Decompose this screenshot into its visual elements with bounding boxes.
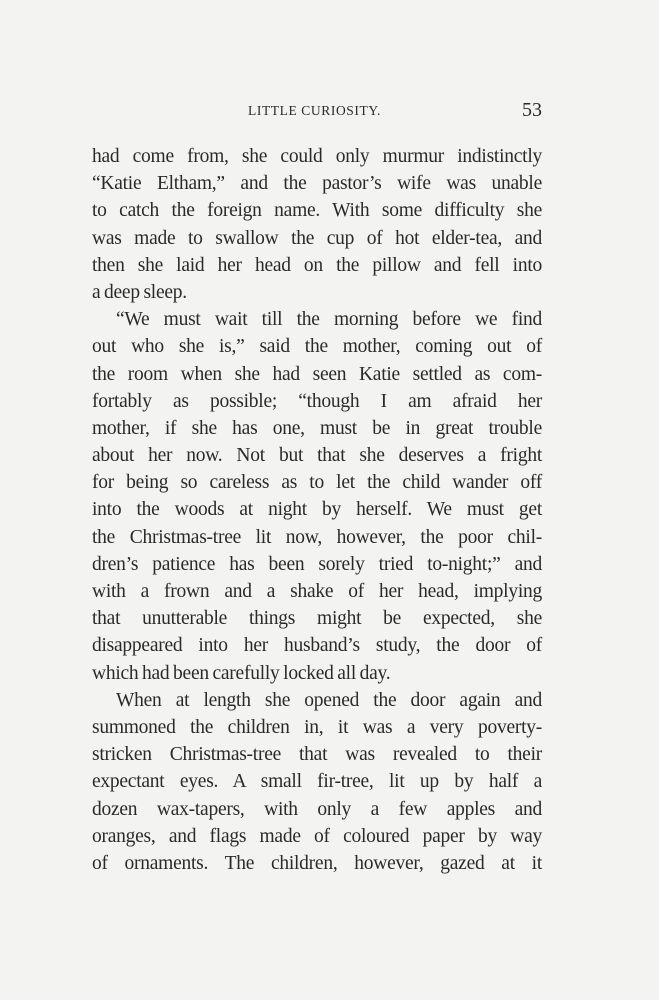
text-line: disappeared into her husband’s study, the door of — [92, 635, 542, 657]
text-line: the Christmas-tree lit now, however, the poor chil- — [92, 526, 542, 548]
text-line: then she laid her head on the pillow and fell into — [92, 254, 542, 276]
text-line: “Katie Eltham,” and the pastor’s wife was unable — [92, 173, 542, 195]
text-line: to catch the foreign name. With some difficulty she — [92, 200, 542, 222]
text-line: oranges, and flags made of coloured paper by way — [92, 825, 542, 847]
text-line: had come from, she could only murmur indistinctly — [92, 146, 542, 167]
text-line: stricken Christmas-tree that was revealed to their — [92, 744, 542, 766]
text-line: dozen wax-tapers, with only a few apples and — [92, 798, 542, 820]
text-line: “We must wait till the morning before we find — [116, 309, 542, 331]
text-line: which had been carefully locked all day. — [92, 662, 391, 684]
text-line: expectant eyes. A small fir-tree, lit up by half a — [92, 771, 542, 793]
text-line: about her now. Not but that she deserves a fright — [92, 445, 542, 467]
body-text — [92, 143, 542, 877]
text-line: When at length she opened the door again and — [116, 689, 542, 711]
text-line: dren’s patience has been sorely tried to-night;” and — [92, 553, 542, 575]
text-line: fortably as possible; “though I am afraid her — [92, 390, 542, 412]
running-head — [92, 99, 542, 129]
text-line: of ornaments. The children, however, gazed at it — [92, 852, 542, 874]
text-line: with a frown and a shake of her head, implying — [92, 581, 542, 602]
text-line: that unutterable things might be expected, she — [92, 608, 542, 630]
text-line: the room when she had seen Katie settled as com- — [92, 363, 542, 385]
text-line: out who she is,” said the mother, coming out of — [92, 336, 542, 358]
running-title: LITTLE CURIOSITY. — [248, 103, 381, 118]
text-line: for being so careless as to let the child wander off — [92, 472, 542, 494]
page-number: 53 — [522, 99, 542, 121]
text-line: was made to swallow the cup of hot elder-tea, and — [92, 227, 542, 249]
text-line: mother, if she has one, must be in great trouble — [92, 417, 542, 439]
text-line: into the woods at night by herself. We must get — [92, 499, 542, 521]
text-line: a deep sleep. — [92, 281, 187, 303]
text-line: summoned the children in, it was a very poverty- — [92, 716, 542, 738]
